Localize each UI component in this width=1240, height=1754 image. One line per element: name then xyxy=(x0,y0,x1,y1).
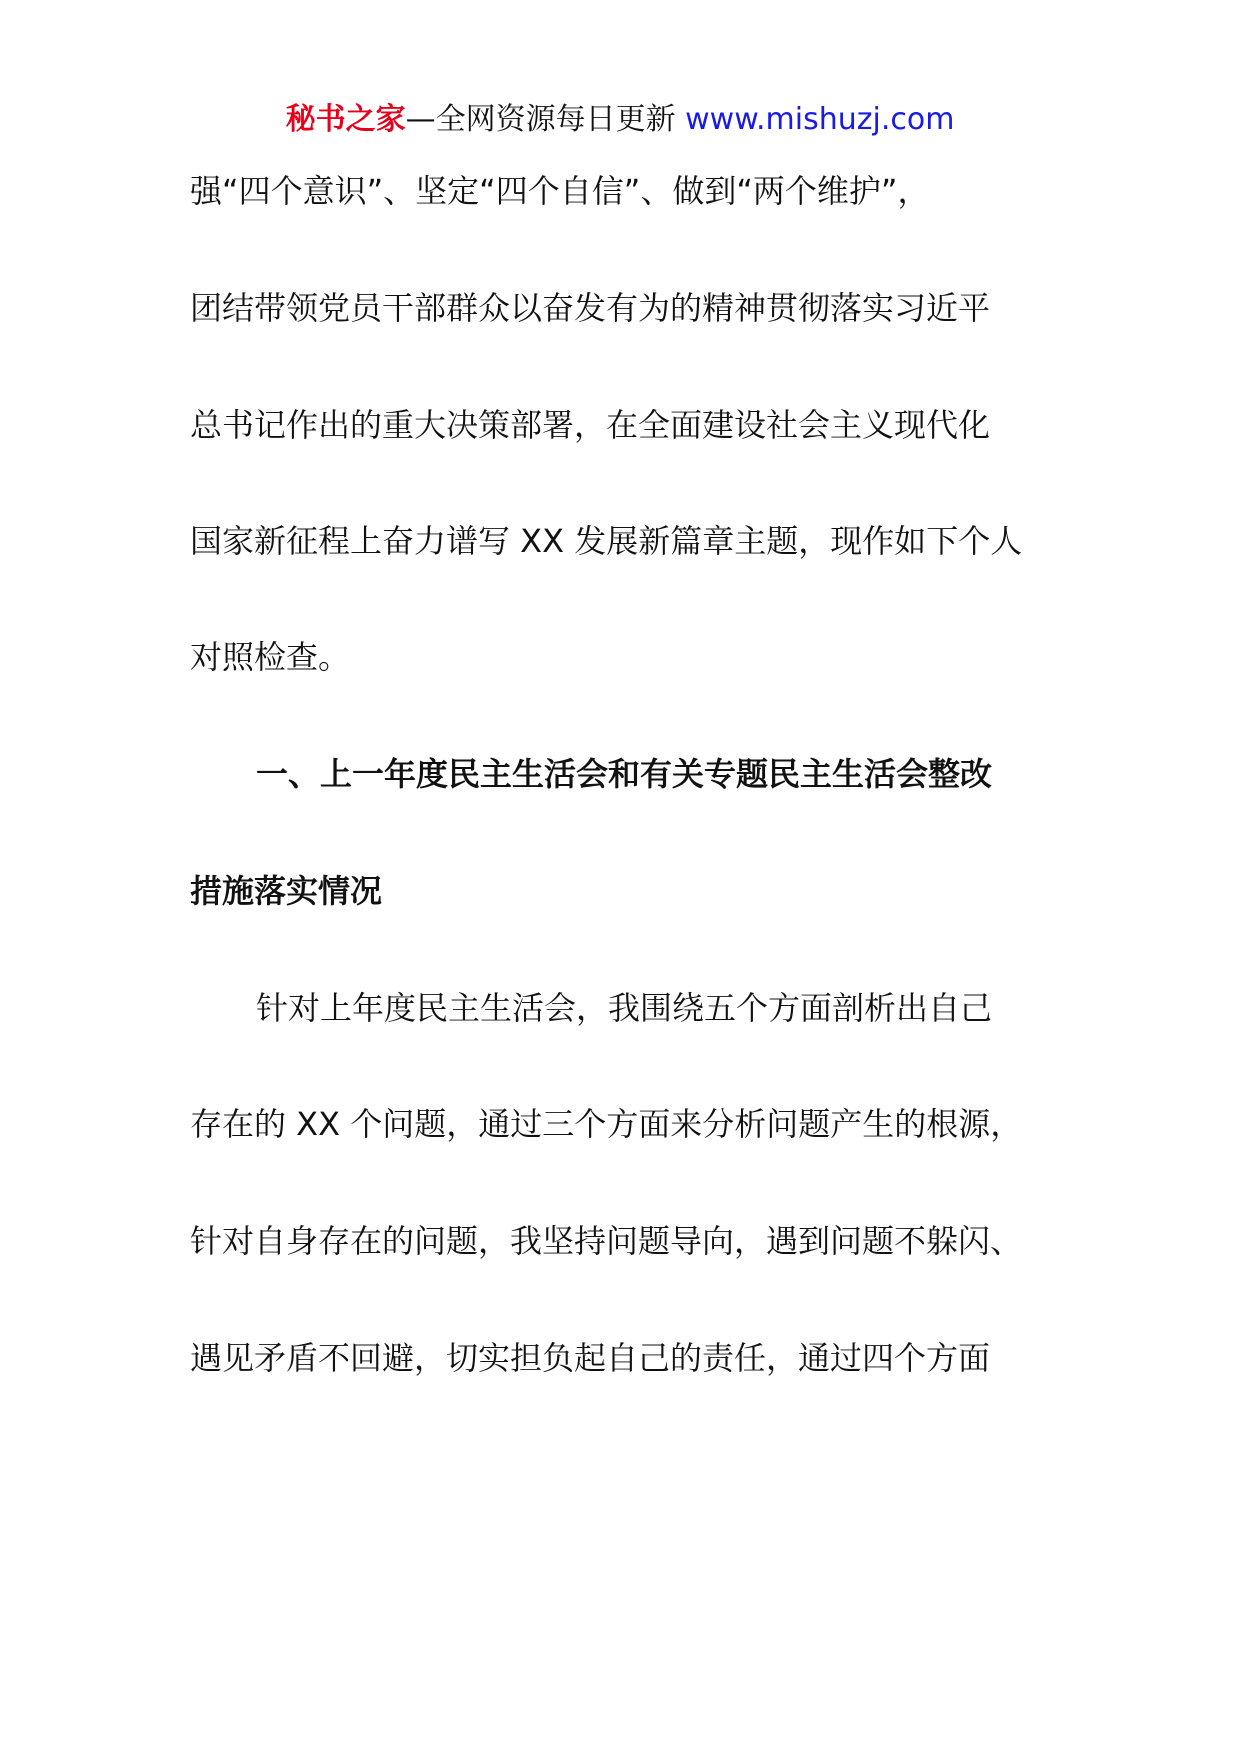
watermark-header xyxy=(0,100,1240,140)
body-line-5: 对照检查。 xyxy=(190,638,351,676)
section-heading-line-1: 一、上一年度民主生活会和有关专题民主生活会整改 xyxy=(256,755,993,793)
paragraph-line-3: 针对自身存在的问题，我坚持问题导向，遇到问题不躲闪、 xyxy=(190,1222,1023,1260)
body-line-4: 国家新征程上奋力谱写 XX 发展新篇章主题，现作如下个人 xyxy=(190,522,1023,560)
header-slogan: —全网资源每日更新 xyxy=(405,102,676,137)
paragraph-line-2: 存在的 XX 个问题，通过三个方面来分析问题产生的根源， xyxy=(190,1105,1023,1143)
header-url: www.mishuzj.com xyxy=(685,102,955,137)
paragraph-line-1: 针对上年度民主生活会，我围绕五个方面剖析出自己 xyxy=(256,989,993,1027)
section-heading-line-2: 措施落实情况 xyxy=(190,872,383,910)
body-line-1: 强“四个意识”、坚定“四个自信”、做到“两个维护”， xyxy=(190,172,930,210)
body-line-2: 团结带领党员干部群众以奋发有为的精神贯彻落实习近平 xyxy=(190,289,991,327)
paragraph-line-4: 遇见矛盾不回避，切实担负起自己的责任，通过四个方面 xyxy=(190,1339,991,1377)
brand-name: 秘书之家 xyxy=(285,102,406,137)
body-line-3: 总书记作出的重大决策部署，在全面建设社会主义现代化 xyxy=(190,406,991,444)
